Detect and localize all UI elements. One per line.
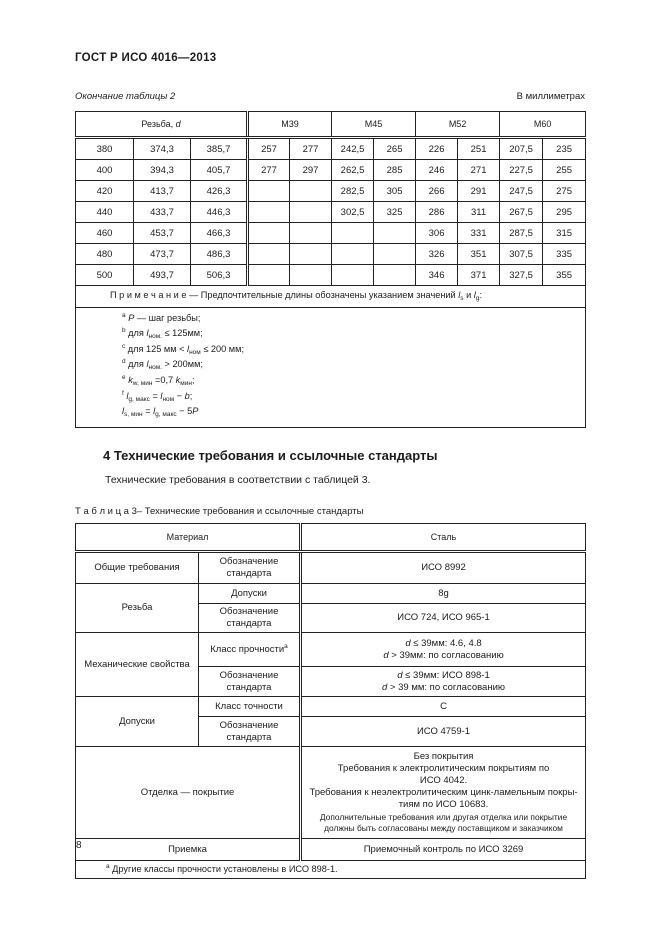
footnote-f: $^f$ $l_{g, макс} = l_{ном} - b$; xyxy=(122,389,193,403)
footnote-d: $^d$ для $l_{ном.} > 200мм$; xyxy=(122,358,203,372)
table-cell: 486,3 xyxy=(191,244,248,265)
table-cell: 335 xyxy=(543,244,586,265)
mechanical-label: Механические свойства xyxy=(76,633,199,697)
table-cell xyxy=(248,181,290,202)
table-cell: 351 xyxy=(458,244,500,265)
table-cell: 446,3 xyxy=(191,202,248,223)
table-cell: 380 xyxy=(76,138,134,160)
table-cell: 246 xyxy=(416,160,458,181)
table2-continuation-label: Окончание таблицы 2 xyxy=(75,91,176,102)
table-cell: 346 xyxy=(416,265,458,286)
table2-m60-header: М60 xyxy=(500,112,586,138)
table-cell: 302,5 xyxy=(332,202,374,223)
table-cell: 473,7 xyxy=(134,244,191,265)
table-cell: 413,7 xyxy=(134,181,191,202)
mechanical-value-1: d ≤ 39мм: 4.6, 4.8 d > 39мм: по согласованию xyxy=(301,633,586,667)
table-cell: 405,7 xyxy=(191,160,248,181)
table3-caption: Т а б л и ц а 3– Технические требования и ссылочные стандарты xyxy=(75,506,364,518)
table-cell: 251 xyxy=(458,138,500,160)
table-row xyxy=(76,223,586,244)
table2-note: П р и м е ч а н и е — Предпочтительные длины обозначены указанием значений $l_s$ и $l_g$: xyxy=(76,286,586,308)
table-cell: 247,5 xyxy=(500,181,543,202)
table3-steel-header: Сталь xyxy=(301,524,586,552)
table-cell xyxy=(332,223,374,244)
table-cell: 306 xyxy=(416,223,458,244)
tolerances-param-2: Обозначение стандарта xyxy=(199,717,301,747)
table-cell: 242,5 xyxy=(332,138,374,160)
table-cell: 433,7 xyxy=(134,202,191,223)
table-cell: 227,5 xyxy=(500,160,543,181)
table2-bolt-lengths xyxy=(75,111,586,428)
tolerances-label: Допуски xyxy=(76,697,199,747)
acceptance-label: Приемка xyxy=(76,839,301,861)
table-cell: 277 xyxy=(290,138,332,160)
table-cell: 286 xyxy=(416,202,458,223)
mechanical-param-2: Обозначение стандарта xyxy=(199,667,301,697)
footnote-a: $^a$ P — шаг резьбы; xyxy=(122,312,201,323)
table2-m52-header: М52 xyxy=(416,112,500,138)
table-cell: 493,7 xyxy=(134,265,191,286)
table-cell xyxy=(290,181,332,202)
table-row xyxy=(76,244,586,265)
table-cell: 285 xyxy=(374,160,416,181)
general-value: ИСО 8992 xyxy=(301,552,586,584)
table-cell xyxy=(332,265,374,286)
table-cell: 466,3 xyxy=(191,223,248,244)
table-cell: 267,5 xyxy=(500,202,543,223)
table-row xyxy=(76,160,586,181)
mechanical-value-2: d ≤ 39мм: ИСО 898-1 d > 39 мм: по согласованию xyxy=(301,667,586,697)
table2-header-row xyxy=(76,112,586,138)
table-cell: 326 xyxy=(416,244,458,265)
page-content xyxy=(75,0,585,879)
table-cell: 291 xyxy=(458,181,500,202)
table-cell: 271 xyxy=(458,160,500,181)
table-cell: 311 xyxy=(458,202,500,223)
table-cell: 287,5 xyxy=(500,223,543,244)
thread-label: Резьба xyxy=(76,584,199,633)
table-row xyxy=(76,265,586,286)
general-label: Общие требования xyxy=(76,552,199,584)
table-row-tolerances-1 xyxy=(76,697,586,717)
table3-footnote: $^а$ Другие классы прочности установлены в ИСО 898-1. xyxy=(76,861,586,879)
table-cell: 453,7 xyxy=(134,223,191,244)
table-cell: 327,5 xyxy=(500,265,543,286)
table-cell: 394,3 xyxy=(134,160,191,181)
section4-paragraph: Технические требования в соответствии с таблицей 3. xyxy=(105,474,371,487)
table-row-acceptance xyxy=(76,839,586,861)
table2-footnotes xyxy=(76,308,586,428)
table-cell: 371 xyxy=(458,265,500,286)
table-cell xyxy=(290,265,332,286)
table2-body xyxy=(76,138,586,286)
table-cell xyxy=(248,223,290,244)
footnote-c: $^c$ для 125 мм < $l_{ном} \le 200$ мм; xyxy=(122,342,244,356)
table2-note-row xyxy=(76,286,586,308)
thread-value-1: 8g xyxy=(301,584,586,604)
units-label: В миллиметрах xyxy=(516,91,585,102)
table2-thread-header: Резьба, d xyxy=(76,112,248,138)
table-row-finish xyxy=(76,747,586,839)
table-cell xyxy=(248,265,290,286)
table-cell xyxy=(374,244,416,265)
table-cell: 420 xyxy=(76,181,134,202)
table-cell: 500 xyxy=(76,265,134,286)
tolerances-value-1: С xyxy=(301,697,586,717)
table2-m45-header: М45 xyxy=(332,112,416,138)
table-cell xyxy=(332,244,374,265)
table-cell: 480 xyxy=(76,244,134,265)
table-cell: 265 xyxy=(374,138,416,160)
table-cell: 400 xyxy=(76,160,134,181)
table-cell xyxy=(290,202,332,223)
table-cell: 506,3 xyxy=(191,265,248,286)
tolerances-value-2: ИСО 4759-1 xyxy=(301,717,586,747)
table-cell: 385,7 xyxy=(191,138,248,160)
table3-material-header: Материал xyxy=(76,524,301,552)
thread-param-1: Допуски xyxy=(199,584,301,604)
table-cell: 355 xyxy=(543,265,586,286)
table-cell xyxy=(290,223,332,244)
table-cell: 295 xyxy=(543,202,586,223)
table-cell xyxy=(248,244,290,265)
table-cell: 374,3 xyxy=(134,138,191,160)
table-cell: 257 xyxy=(248,138,290,160)
table3-header-row xyxy=(76,524,586,552)
table-cell: 207,5 xyxy=(500,138,543,160)
table2-m39-header: М39 xyxy=(248,112,332,138)
table-row xyxy=(76,181,586,202)
section4-heading: 4 Технические требования и ссылочные стандарты xyxy=(103,448,438,464)
table-cell xyxy=(374,223,416,244)
thread-param-2: Обозначение стандарта xyxy=(199,604,301,633)
table-cell: 325 xyxy=(374,202,416,223)
table-cell: 262,5 xyxy=(332,160,374,181)
finish-label: Отделка — покрытие xyxy=(76,747,301,839)
table-cell: 275 xyxy=(543,181,586,202)
footnote-g: $l_{s, мин} = l_{g, макс} - 5P$ xyxy=(122,405,199,418)
general-param: Обозначение стандарта xyxy=(199,552,301,584)
table-cell: 305 xyxy=(374,181,416,202)
table-row xyxy=(76,202,586,223)
table2-caption-row xyxy=(75,91,585,102)
table2-footnotes-row xyxy=(76,308,586,428)
finish-value-main: Без покрытия Требования к электролитическим покрытиям по ИСО 4042. Требования к неэлектролитическим цинк-ламельным покры- тиям по ИСО 10683. xyxy=(309,751,578,810)
table3-technical-requirements xyxy=(75,523,586,879)
finish-value-extra: Дополнительные требования или другая отделка или покрытие должны быть согласованы между поставщиком и заказчиком xyxy=(319,811,568,833)
tolerances-param-1: Класс точности xyxy=(199,697,301,717)
page-number: 8 xyxy=(76,840,82,851)
document-header: ГОСТ Р ИСО 4016—2013 xyxy=(75,52,217,64)
table-cell: 266 xyxy=(416,181,458,202)
table-row xyxy=(76,138,586,160)
table-cell: 315 xyxy=(543,223,586,244)
table-cell: 255 xyxy=(543,160,586,181)
table-cell: 331 xyxy=(458,223,500,244)
table-cell: 282,5 xyxy=(332,181,374,202)
acceptance-value: Приемочный контроль по ИСО 3269 xyxy=(301,839,586,861)
table-cell xyxy=(374,265,416,286)
table-row-thread-1 xyxy=(76,584,586,604)
table-cell: 426,3 xyxy=(191,181,248,202)
table-cell: 440 xyxy=(76,202,134,223)
footnote-b: $^b$ для $l_{ном.} \le 125мм$; xyxy=(122,326,203,340)
table-cell xyxy=(248,202,290,223)
table-cell: 277 xyxy=(248,160,290,181)
table-cell: 307,5 xyxy=(500,244,543,265)
thread-value-2: ИСО 724, ИСО 965-1 xyxy=(301,604,586,633)
table-cell xyxy=(290,244,332,265)
table-row-general xyxy=(76,552,586,584)
table3-footnote-row xyxy=(76,861,586,879)
table-row-mechanical-1 xyxy=(76,633,586,667)
table-cell: 235 xyxy=(543,138,586,160)
mechanical-param-1: Класс прочности$^а$ xyxy=(199,633,301,667)
table-cell: 460 xyxy=(76,223,134,244)
footnote-e: $^e$ $k_{w, мин} =0,7$ $k_{мин}$; xyxy=(122,374,195,388)
table-cell: 226 xyxy=(416,138,458,160)
table-cell: 297 xyxy=(290,160,332,181)
finish-value xyxy=(301,747,586,839)
